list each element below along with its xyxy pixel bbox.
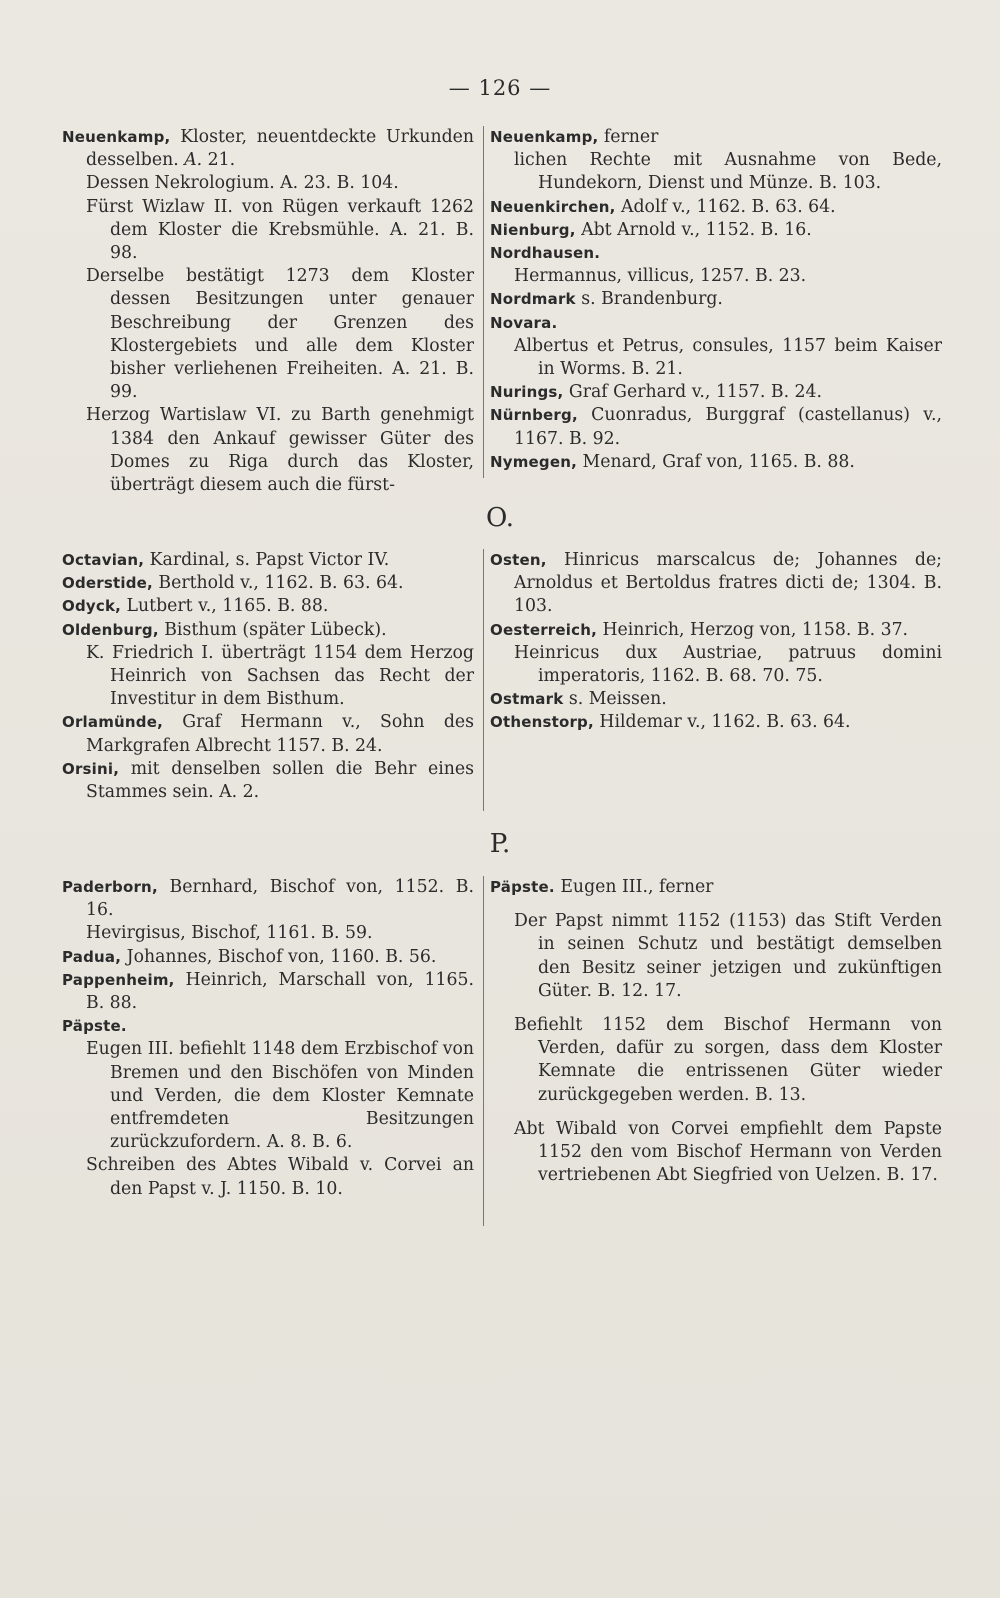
index-subentry — [490, 335, 942, 381]
entry-keyword: Oesterreich, — [490, 620, 597, 639]
index-entry — [490, 711, 942, 734]
entry-keyword: Paderborn, — [62, 878, 158, 896]
entry-text: Kloster, neuentdeckte Urkunden desselben. — [86, 127, 474, 171]
index-entry — [62, 1015, 474, 1038]
index-entry — [62, 619, 474, 642]
index-entry — [490, 549, 942, 619]
entry-text: Menard, Graf von, 1165. B. 88. — [577, 451, 855, 472]
entry-text: Bernhard, Bischof von, 1152. B. 16. — [86, 877, 474, 921]
entry-text: Graf Hermann v., Sohn des Markgrafen Albrecht 1157. B. 24. — [86, 712, 474, 756]
index-entry — [490, 381, 942, 404]
entry-text: Heinricus dux Austriae, patruus domini imperatoris, 1162. B. 68. 70. 75. — [514, 642, 942, 687]
entry-text: Lutbert v., 1165. B. 88. — [121, 596, 329, 617]
index-entry — [490, 312, 942, 335]
index-subentry — [62, 172, 474, 195]
index-entry — [62, 876, 474, 922]
index-entry — [62, 758, 474, 804]
entry-text: Der Papst nimmt 1152 (1153) das Stift Verden in seinen Schutz und bestätigt demselben den Besitz seiner jetzigen und zukünftigen Güter. B. 12. 17. — [514, 911, 942, 1001]
entry-keyword: Nürnberg, — [490, 406, 578, 425]
entry-text: Cuonradus, Burggraf (castellanus) v., 1167. B. 92. — [514, 405, 942, 449]
entry-text: K. Friedrich I. überträgt 1154 dem Herzog Heinrich von Sachsen das Recht der Investitur in dem Bisthum. — [86, 642, 474, 710]
entry-text: Fürst Wizlaw II. von Rügen verkauft 1262 dem Kloster die Krebsmühle. A. 21. B. 98. — [86, 196, 474, 264]
column-divider — [483, 126, 484, 478]
entry-text: Kardinal, s. Papst Victor IV. — [144, 550, 390, 570]
entry-text: lichen Rechte mit Ausnahme von Bede, Hundekorn, Dienst und Münze. B. 103. — [514, 150, 942, 194]
entry-keyword: Päpste. — [490, 878, 555, 896]
index-subentry — [490, 910, 942, 1003]
entry-text: 21. — [202, 150, 236, 171]
entry-text: Graf Gerhard v., 1157. B. 24. — [563, 382, 823, 403]
section-letter-p: P. — [489, 829, 511, 859]
index-entry — [490, 619, 942, 642]
entry-text: Adolf v., 1162. B. 63. 64. — [615, 196, 836, 217]
index-subentry — [62, 642, 474, 712]
index-subentry — [490, 1118, 942, 1188]
right-column — [490, 549, 942, 735]
index-subentry — [490, 1014, 942, 1107]
entry-text: Herzog Wartislaw VI. zu Barth genehmigt 1384 den Ankauf gewisser Güter des Domes zu Riga durch das Kloster, überträgt diesem auch die fürst- — [86, 405, 474, 496]
entry-keyword: Osten, — [490, 551, 547, 569]
index-entry — [62, 572, 474, 595]
entry-text: Heinrich, Marschall von, 1165. B. 88. — [86, 969, 474, 1014]
entry-keyword: Orsini, — [62, 759, 120, 778]
left-column — [62, 549, 474, 804]
index-subentry — [62, 922, 474, 945]
entry-text: Berthold v., 1162. B. 63. 64. — [152, 573, 404, 594]
column-divider — [483, 549, 484, 811]
entry-text: s. Meissen. — [563, 689, 667, 710]
section-letter-o: O. — [485, 503, 515, 533]
index-entry — [490, 288, 942, 311]
index-subentry — [490, 642, 942, 688]
left-column — [62, 126, 474, 497]
entry-keyword: Othenstorp, — [490, 713, 594, 732]
entry-text: Eugen III., ferner — [554, 877, 714, 897]
index-subentry — [490, 265, 942, 288]
entry-keyword: Pappenheim, — [62, 970, 175, 989]
entry-text: Heinrich, Herzog von, 1158. B. 37. — [596, 619, 909, 640]
entry-text: s. Brandenburg. — [575, 289, 723, 310]
index-entry — [490, 451, 942, 474]
section-n — [62, 126, 942, 496]
index-entry — [62, 126, 474, 172]
index-subentry — [62, 1154, 474, 1200]
index-entry — [62, 969, 474, 1015]
section-o — [62, 549, 942, 819]
entry-keyword: Nymegen, — [490, 452, 578, 471]
entry-text: Eugen III. befiehlt 1148 dem Erzbischof von Bremen und den Bischöfen von Minden und Verden, die dem Kloster Kemnate entfremdeten Besitzungen zurückzufordern. A. 8. B. 6. — [86, 1039, 474, 1153]
entry-keyword: Nordmark — [490, 290, 576, 309]
entry-text: Hermannus, villicus, 1257. B. 23. — [514, 266, 807, 287]
index-subentry — [62, 1038, 474, 1154]
index-entry — [490, 404, 942, 450]
entry-text: mit denselben sollen die Behr eines Stammes sein. A. 2. — [86, 758, 474, 803]
entry-spacer — [490, 1107, 942, 1118]
entry-keyword: Oderstide, — [62, 574, 153, 593]
entry-text: Dessen Nekrologium. A. 23. B. 104. — [86, 173, 399, 194]
entry-text: Abt Wibald von Corvei empfiehlt dem Papste 1152 den vom Bischof Hermann von Verden vertriebenen Abt Siegfried von Uelzen. B. 17. — [514, 1118, 942, 1186]
entry-text: Albertus et Petrus, consules, 1157 beim Kaiser in Worms. B. 21. — [514, 335, 942, 380]
index-subentry — [490, 149, 942, 195]
entry-keyword: Neuenkirchen, — [490, 197, 616, 216]
index-entry — [490, 219, 942, 242]
entry-keyword: Padua, — [62, 947, 122, 966]
entry-keyword: Päpste. — [62, 1017, 127, 1036]
column-divider — [483, 876, 484, 1226]
entry-spacer — [490, 899, 942, 910]
index-entry — [62, 946, 474, 969]
index-entry — [490, 688, 942, 711]
index-entry — [490, 126, 942, 149]
index-subentry — [62, 265, 474, 404]
index-entry — [62, 549, 474, 572]
index-entry — [490, 876, 942, 899]
entry-text: ferner — [598, 127, 659, 147]
entry-text: Hevirgisus, Bischof, 1161. B. 59. — [86, 923, 373, 944]
entry-keyword: Orlamünde, — [62, 713, 164, 732]
entry-keyword: Odyck, — [62, 597, 122, 616]
entry-keyword: Oldenburg, — [62, 620, 159, 639]
entry-text: Derselbe bestätigt 1273 dem Kloster dessen Besitzungen unter genauer Beschreibung der Grenzen des Klostergebiets und alle dem Kloster bisher verliehenen Freiheiten. A. 21. B. 99. — [86, 266, 474, 403]
section-p — [62, 876, 942, 1236]
entry-keyword: Octavian, — [62, 551, 145, 569]
index-subentry — [62, 196, 474, 266]
index-entry — [62, 711, 474, 757]
index-entry — [490, 196, 942, 219]
right-column — [490, 126, 942, 474]
entry-keyword: Nordhausen. — [490, 244, 601, 263]
entry-reference: A. — [184, 150, 203, 171]
index-entry — [490, 242, 942, 265]
entry-keyword: Neuenkamp, — [490, 128, 599, 146]
entry-keyword: Nurings, — [490, 383, 564, 402]
index-entry — [62, 595, 474, 618]
left-column — [62, 876, 474, 1201]
entry-text: Hinricus marscalcus de; Johannes de; Arnoldus et Bertoldus fratres dicti de; 1304. B. 103. — [514, 550, 942, 617]
entry-keyword: Novara. — [490, 313, 558, 332]
entry-keyword: Ostmark — [490, 690, 564, 709]
entry-text: Johannes, Bischof von, 1160. B. 56. — [121, 946, 437, 967]
entry-text: Bisthum (später Lübeck). — [158, 619, 387, 640]
entry-keyword: Nienburg, — [490, 220, 576, 239]
right-column — [490, 876, 942, 1187]
entry-keyword: Neuenkamp, — [62, 128, 171, 146]
entry-spacer — [490, 1003, 942, 1014]
page-number: — 126 — — [448, 76, 552, 100]
entry-text: Hildemar v., 1162. B. 63. 64. — [593, 712, 851, 733]
entry-text: Schreiben des Abtes Wibald v. Corvei an den Papst v. J. 1150. B. 10. — [86, 1155, 474, 1199]
index-subentry — [62, 404, 474, 497]
entry-text: Befiehlt 1152 dem Bischof Hermann von Verden, dafür zu sorgen, dass dem Kloster Kemnate die entrissenen Güter wieder zurückgegeben werden. B. 13. — [514, 1015, 942, 1105]
entry-text: Abt Arnold v., 1152. B. 16. — [575, 219, 812, 240]
